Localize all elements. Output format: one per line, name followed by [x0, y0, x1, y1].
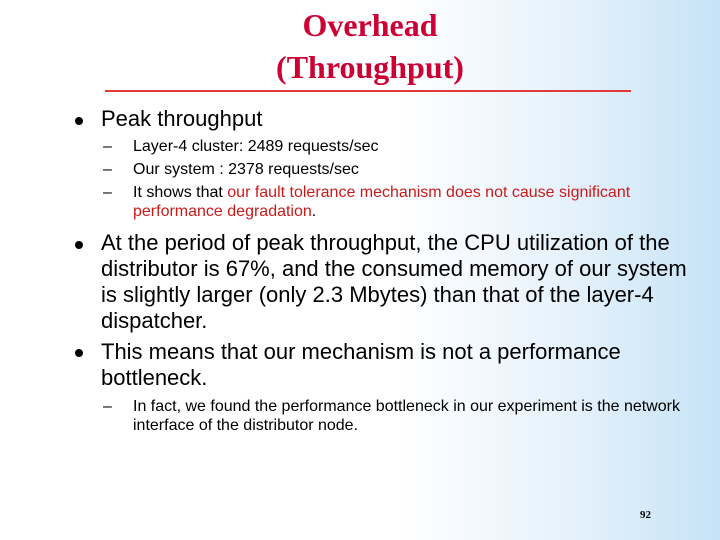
sub-network-interface: In fact, we found the performance bottleneck in our experiment is the network interface of the distributor node. — [133, 398, 680, 434]
sub3-prefix: It shows that — [133, 184, 228, 201]
bullet-dot-2 — [75, 241, 83, 249]
bullet-cpu-utilization: At the period of peak throughput, the CPU utilization of the distributor is 67%, and the consumed memory of our system is slightly larger (only 2.3 Mbytes) than that of the layer-4 dispatcher. — [101, 230, 687, 333]
title-underline — [105, 90, 631, 92]
bullet-not-bottleneck: This means that our mechanism is not a performance bottleneck. — [101, 339, 621, 390]
bullet-peak-throughput: Peak throughput — [101, 106, 263, 131]
dash-1: – — [103, 138, 112, 155]
dash-3: – — [103, 184, 112, 201]
title-line-2: (Throughput) — [276, 49, 464, 85]
dash-4: – — [103, 398, 112, 415]
slide-title — [0, 4, 720, 88]
page-number: 92 — [640, 509, 651, 521]
sub3-suffix: . — [311, 203, 317, 220]
sub3-highlight: our fault tolerance mechanism does not cause significant performance degradation — [133, 184, 631, 220]
dash-2: – — [103, 161, 112, 178]
bullet-dot-1 — [75, 117, 83, 125]
sub-layer4-cluster: Layer-4 cluster: 2489 requests/sec — [133, 138, 379, 155]
sub-our-system: Our system : 2378 requests/sec — [133, 161, 359, 178]
bullet-dot-3 — [75, 349, 83, 357]
title-line-1: Overhead — [302, 7, 438, 43]
sub-fault-tolerance — [133, 183, 693, 221]
